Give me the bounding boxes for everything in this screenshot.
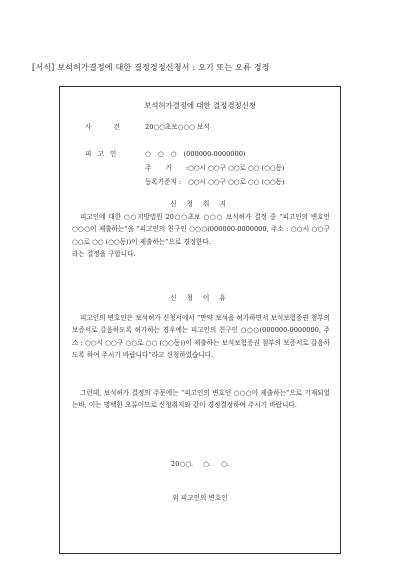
purpose-heading: 신 청 취 지 bbox=[170, 200, 230, 208]
defendant-name: ○ ○ ○ (000000-0000000) bbox=[145, 150, 246, 158]
document-form bbox=[59, 86, 341, 554]
address-label: 주 거 : bbox=[145, 164, 189, 172]
case-value: 20○○초보○○○ 보석 bbox=[145, 123, 210, 131]
document-title: 보석허가결정에 대한 결정경정신청 bbox=[144, 101, 256, 110]
page-caption: [서식] 보석허가결정에 대한 결정경정신청서 : 오기 또는 오류 경정 bbox=[32, 63, 270, 72]
address-value: ○○시 ○○구 ○○로 ○○ (○○동) bbox=[188, 164, 285, 172]
purpose-line-1: 피고인에 대한 ○○지방법원 20○○초보 ○○○ 보석허가 결정 중 “피고인의 변호인 ○○○이 제출하는”을 “피고인의 친구인 ○○○(000000-0000000, 주소 : ○○시 ○○구 ○○로 ○○ (○○동))이 제출하는”으로 경정한다. bbox=[72, 213, 330, 246]
reason-paragraph-1 bbox=[72, 312, 330, 362]
reason-text-1: 피고인의 변호인은 보석허가 신청서에서 “만약 보석을 허가하면서 보석보험증권 첨부의 보증서로 갈음하도록 허가하는 경우에는 피고인의 친구인 ○○○(000000-0000000, 주소 : ○○시 ○○구 ○○로 ○○ (○○동))이 제출하는 보석보험증권 첨부의 보증서로 갈음하도록 하여 주시기 바랍니다”라고 신청하였습니다. bbox=[72, 314, 330, 360]
case-label: 사 건 bbox=[85, 123, 130, 131]
purpose-body bbox=[72, 211, 330, 261]
document-date: 20○○. ○. ○. bbox=[171, 460, 229, 468]
purpose-line-2: 라는 결정을 구합니다. bbox=[72, 250, 136, 259]
signer-line: 위 피고인의 변호인 bbox=[172, 494, 228, 502]
reason-paragraph-2 bbox=[72, 387, 330, 412]
reason-heading: 신 청 이 유 bbox=[170, 294, 230, 302]
defendant-label: 피 고 인 bbox=[85, 150, 119, 158]
registry-label: 등록기준지 : bbox=[145, 178, 182, 186]
reason-text-2: 그런데, 보석허가 결정의 주문에는 “피고인의 변호인 ○○○이 제출하는”으로 기재되었는바, 이는 명백한 오류이므로 신청취지와 같이 경정결정하여 주시기 바랍니다. bbox=[72, 389, 330, 410]
registry-value: ○○시 ○○구 ○○로 ○○ (○○동) bbox=[188, 178, 285, 186]
